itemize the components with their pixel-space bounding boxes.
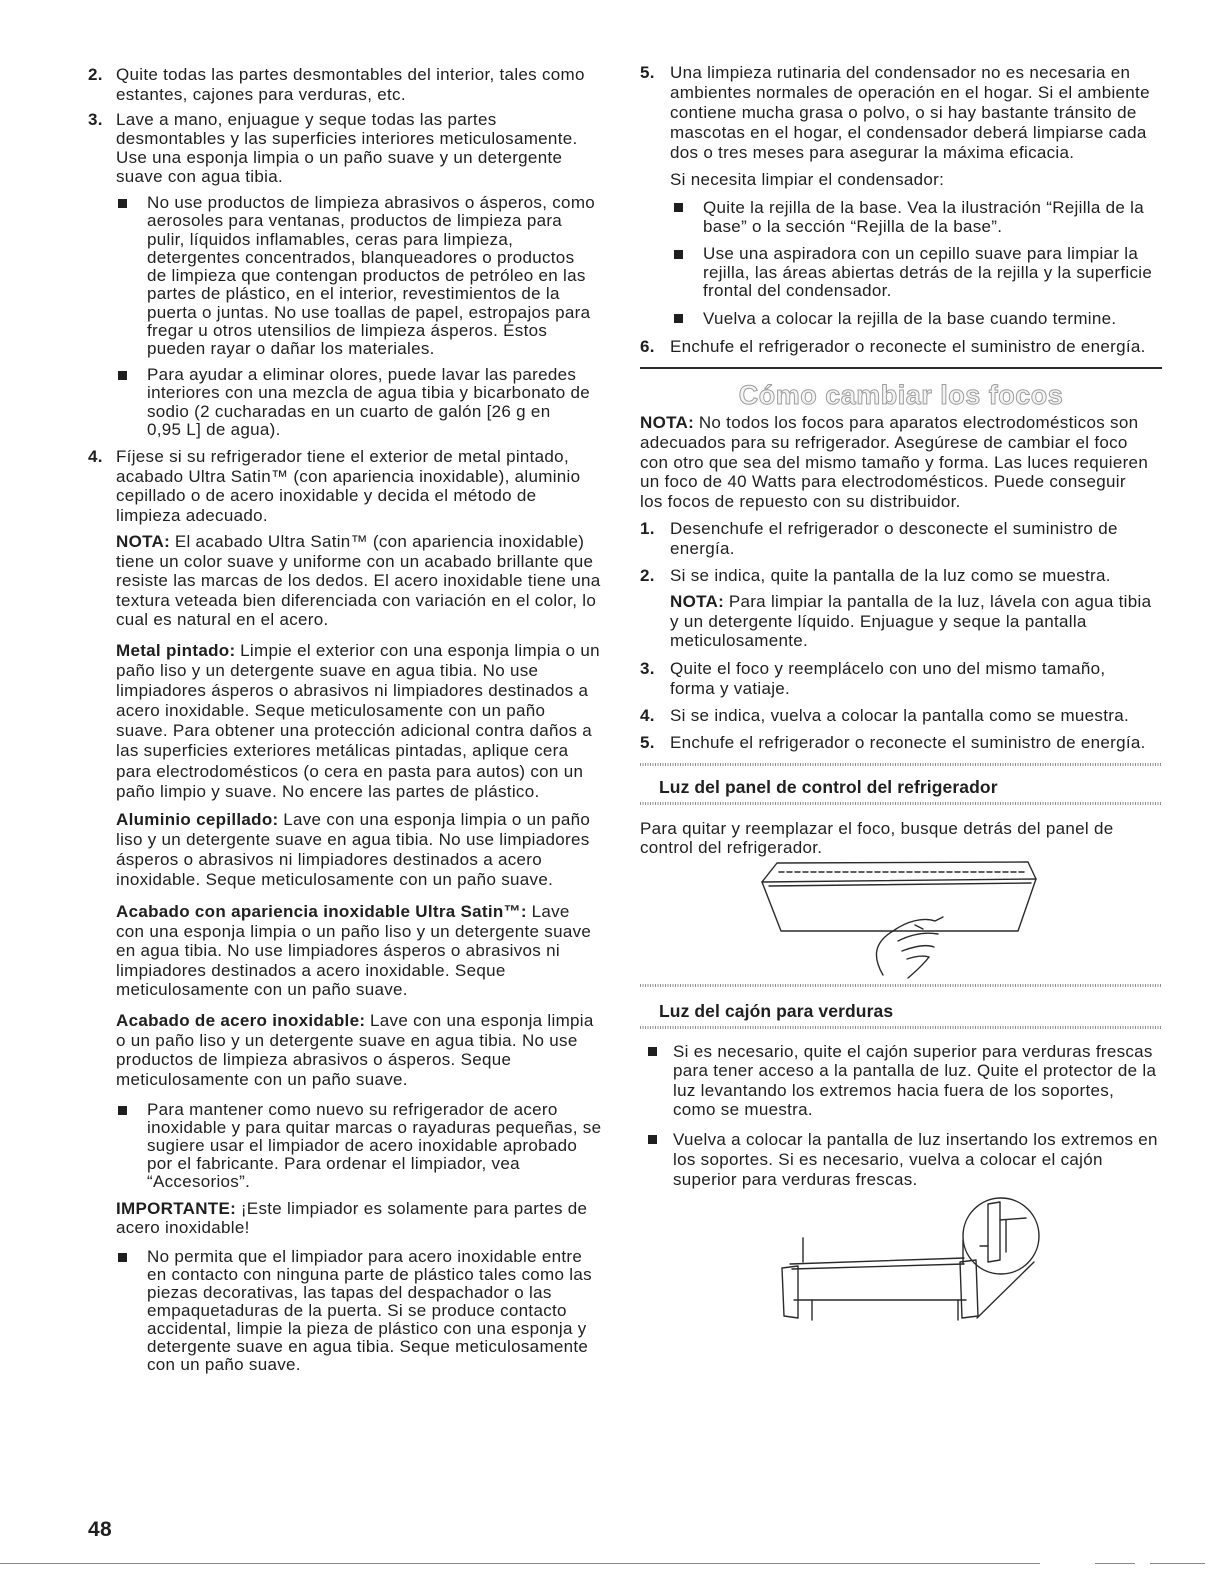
step-number: 3. (640, 659, 655, 678)
note-text: Para limpiar la pantalla de la luz, lávela con agua tibia y un detergente líquido. Enjuague y seque la pantalla meticulosamente. (670, 592, 1152, 650)
bulb-step-5 (640, 733, 1146, 753)
step-4 (88, 447, 581, 526)
important-label: IMPORTANTE: (116, 1199, 237, 1218)
dotted-divider (640, 1026, 1161, 1029)
section-divider (640, 367, 1162, 369)
paragraph-text: Limpie el exterior con una esponja limpia o un paño liso y un detergente suave en agua tibia. No use limpiadores ásperos o abrasivos ni limpiadores destinados a acero inoxidable. Seque meticulosamente con un paño suave. Para obtener una protección adicional contra daños a las superficies exteriores metálicas pintadas, aplique cera para electrodomésticos (o cera en pasta para autos) con un paño limpio y suave. No encere las partes de plástico. (116, 641, 600, 801)
note-text: El acabado Ultra Satin™ (con apariencia inoxidable) tiene un color suave y uniforme con un acabado brillante que resiste las marcas de los dedos. El acero inoxidable tiene una textura veteada bien diferenciada con variación en el color, lo cual es natural en el acero. (116, 532, 601, 630)
bullet-icon (674, 203, 683, 212)
paragraph-text: Lave con una esponja limpia o un paño liso y un detergente suave en agua tibia. No use limpiadores ásperos o abrasivos ni limpiadores destinados a acero inoxidable. Seque meticulosamente con un paño suave. (116, 810, 591, 889)
step-text: Desenchufe el refrigerador o desconecte el suministro de energía. (670, 519, 1118, 558)
magnified-detail-circle (963, 1198, 1039, 1274)
bullet-icon (674, 314, 683, 323)
page-edge-rule (0, 1563, 1040, 1564)
dotted-divider (640, 763, 1161, 766)
step-text: Fíjese si su refrigerador tiene el exterior de metal pintado, acabado Ultra Satin™ (con apariencia inoxidable), aluminio cepillado o de acero inoxidable y decida el método de limpieza adecuado. (116, 447, 581, 526)
step-number: 3. (88, 110, 103, 129)
step-text: Si se indica, vuelva a colocar la pantalla como se muestra. (670, 706, 1129, 725)
light-shield-drawing (782, 1238, 1034, 1320)
paragraph-text: Lave con una esponja limpia o un paño liso y un detergente suave en agua tibia. No use limpiadores ásperos o abrasivos ni limpiadores destinados a acero inoxidable. Seque meticulosamente con un paño suave. (116, 902, 592, 999)
brushed-aluminum-paragraph (116, 810, 590, 890)
step-text: Si se indica, quite la pantalla de la luz como se muestra. (670, 566, 1111, 585)
bullet-no-abrasives (147, 194, 595, 358)
control-panel-light-illustration (755, 855, 1040, 980)
step-number: 4. (88, 447, 103, 466)
condenser-intro (670, 170, 944, 190)
control-panel-light-heading: Luz del panel de control del refrigerador (659, 777, 998, 797)
bullet-icon (118, 1106, 127, 1115)
painted-metal-paragraph (116, 641, 600, 802)
condenser-bullet (703, 245, 1152, 301)
control-panel-paragraph (640, 819, 1114, 857)
dotted-divider (640, 984, 1161, 987)
step-text: Enchufe el refrigerador o reconecte el suministro de energía. (670, 733, 1146, 752)
page-edge-rule (1095, 1563, 1135, 1564)
paragraph-text: Para quitar y reemplazar el foco, busque detrás del panel de control del refrigerador. (640, 819, 1114, 857)
step-text: Lave a mano, enjuague y seque todas las partes desmontables y las superficies interiores meticulosamente. Use una esponja limpia o un paño suave y un detergente suave con agua tibia. (116, 110, 578, 186)
page-edge-rule (1150, 1563, 1205, 1564)
bullet-icon (648, 1135, 657, 1144)
section-title: Cómo cambiar los focos (738, 380, 1064, 410)
condenser-bullet (703, 309, 1116, 328)
note-finish (116, 532, 600, 630)
paragraph-label: Acabado de acero inoxidable: (116, 1011, 366, 1030)
paragraph-label: Acabado con apariencia inoxidable Ultra Satin™: (116, 902, 527, 921)
step-number: 4. (640, 706, 655, 725)
step-5-condenser (640, 63, 1150, 163)
step-number: 5. (640, 733, 655, 752)
step-text: Quite todas las partes desmontables del interior, tales como estantes, cajones para verduras, etc. (116, 65, 585, 104)
note-bulbs (640, 413, 1148, 512)
important-note (116, 1199, 587, 1237)
ultra-satin-paragraph (116, 902, 591, 1000)
important-text: ¡Este limpiador es solamente para partes de acero inoxidable! (116, 1199, 588, 1237)
crisper-bullet (673, 1130, 1158, 1190)
paragraph-label: Metal pintado: (116, 641, 236, 660)
bullet-odors (147, 366, 590, 439)
note-label: NOTA: (670, 592, 725, 611)
hand-drawing (876, 917, 943, 978)
dotted-divider (640, 802, 1161, 805)
step-2 (88, 65, 585, 104)
step-6 (640, 337, 1146, 357)
step-number: 2. (640, 566, 655, 585)
crisper-bullet (673, 1042, 1156, 1119)
step-number: 1. (640, 519, 655, 538)
bullet-text: Para mantener como nuevo su refrigerador de acero inoxidable y para quitar marcas o rayaduras pequeñas, se sugiere usar el limpiador de acero inoxidable aprobado por el fabricante. Para ordenar el limpiador, vea “Accesorios”. (147, 1100, 602, 1191)
step-text: Enchufe el refrigerador o reconecte el suministro de energía. (670, 337, 1146, 356)
control-panel-drawing (762, 862, 1036, 931)
paragraph-text: Lave con una esponja limpia o un paño liso y un detergente suave en agua tibia. No use productos de limpieza abrasivos o ásperos. Seque meticulosamente con un paño suave. (116, 1011, 594, 1090)
bulb-step-1 (640, 519, 1118, 559)
bullet-cleaner (147, 1101, 601, 1191)
step-3 (88, 110, 578, 186)
bullet-icon (674, 250, 683, 259)
step-text: Una limpieza rutinaria del condensador no es necesaria en ambientes normales de operación en el hogar. Si el ambiente contiene mucha grasa o polvo, o si hay bastante tránsito de mascotas en el hogar, el condensador deberá limpiarse cada dos o tres meses para asegurar la máxima eficacia. (670, 63, 1150, 162)
crisper-light-illustration (770, 1190, 1045, 1335)
stainless-steel-paragraph (116, 1011, 594, 1090)
step-number: 6. (640, 337, 655, 356)
crisper-light-heading: Luz del cajón para verduras (659, 1001, 894, 1021)
bullet-text: Si es necesario, quite el cajón superior para verduras frescas para tener acceso a la pantalla de luz. Quite el protector de la luz levantando los extremos hacia fuera de los soportes, como se muestra. (673, 1042, 1157, 1119)
bullet-text: No permita que el limpiador para acero inoxidable entre en contacto con ninguna parte de plástico tales como las piezas decorativas, las tapas del despachador o las empaquetaduras de la puerta. Si se produce contacto accidental, limpie la pieza de plástico con una esponja y detergente suave en agua tibia. Seque meticulosamente con un paño suave. (147, 1247, 592, 1374)
paragraph-label: Aluminio cepillado: (116, 810, 279, 829)
bullet-text: Para ayudar a eliminar olores, puede lavar las paredes interiores con una mezcla de agua tibia y bicarbonato de sodio (2 cucharadas en un cuarto de galón [26 g en 0,95 L] de agua). (147, 365, 591, 439)
note-label: NOTA: (116, 532, 171, 551)
step-number: 2. (88, 65, 103, 84)
bullet-icon (118, 371, 127, 380)
bulb-step-2 (640, 566, 1111, 586)
bullet-icon (118, 199, 127, 208)
bullet-text: Use una aspiradora con un cepillo suave para limpiar la rejilla, las áreas abiertas detrás de la rejilla y la superficie frontal del condensador. (703, 244, 1153, 300)
step-text: Quite el foco y reemplácelo con uno del mismo tamaño, forma y vatiaje. (670, 659, 1106, 698)
bulb-step-3 (640, 659, 1106, 699)
bullet-text: Vuelva a colocar la rejilla de la base cuando termine. (703, 309, 1117, 328)
condenser-bullet (703, 198, 1144, 236)
bullet-text: Quite la rejilla de la base. Vea la ilustración “Rejilla de la base” o la sección “Rejilla de la base”. (703, 198, 1144, 236)
note-shield (670, 592, 1151, 651)
bullet-plastic (147, 1248, 592, 1374)
step-number: 5. (640, 63, 655, 82)
page-number: 48 (88, 1518, 112, 1541)
intro-text: Si necesita limpiar el condensador: (670, 170, 945, 189)
bullet-text: Vuelva a colocar la pantalla de luz insertando los extremos en los soportes. Si es necesario, vuelva a colocar el cajón superior para verduras frescas. (673, 1130, 1158, 1189)
note-text: No todos los focos para aparatos electrodomésticos son adecuados para su refrigerador. Asegúrese de cambiar el foco con otro que sea del mismo tamaño y forma. Las luces requieren un foco de 40 Watts para electrodomésticos. Puede conseguir los focos de repuesto con su distribuidor. (640, 413, 1149, 512)
bullet-text: No use productos de limpieza abrasivos o ásperos, como aerosoles para ventanas, productos de limpieza para pulir, líquidos inflamables, ceras para limpieza, detergentes concentrados, blanqueadores o productos de limpieza que contengan productos de petróleo en las partes de plástico, en el interior, revestimientos de la puerta o juntas. No use toallas de papel, estropajos para fregar u otros utensilios de limpieza ásperos. Éstos pueden rayar o dañar los materiales. (147, 193, 596, 358)
note-label: NOTA: (640, 413, 695, 432)
bullet-icon (648, 1047, 657, 1056)
bulb-step-4 (640, 706, 1129, 726)
bullet-icon (118, 1253, 127, 1262)
